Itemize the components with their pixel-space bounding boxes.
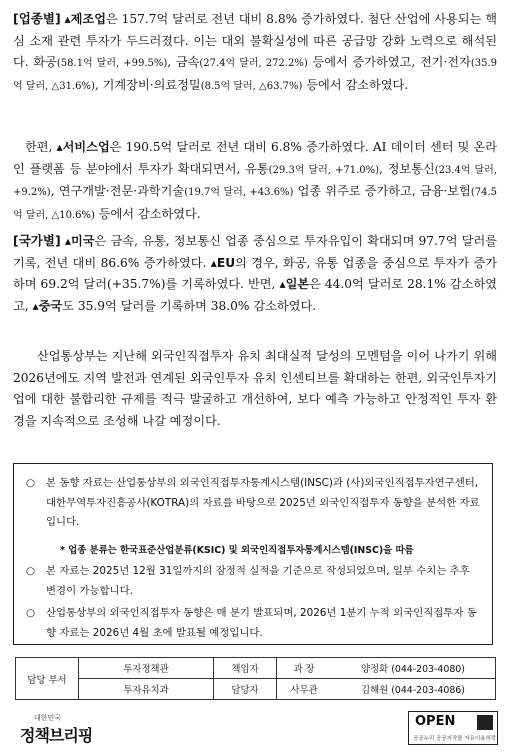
bullet-icon: ○: [26, 607, 36, 619]
staff-name: 김해원 (044-203-4086): [331, 679, 496, 700]
industry-stat: (8.5억 달러, △63.7%): [200, 80, 303, 92]
industry-text-5: 등에서 감소하였다.: [302, 77, 409, 92]
note-3-text: 산업통상부의 외국인직접투자 동향은 매 분기 발표되며, 2026년 1분기 누적 외국인직접투자 동향 자료는 2026년 4월 초에 발표될 예정입니다.: [46, 607, 477, 639]
manufacturing-label: ▴제조업: [64, 12, 106, 26]
sub-note: * 업종 분류는 한국표준산업분류(KSIC) 및 외국인직접투자통계시스템(INSC)을 따름: [60, 545, 414, 556]
industry-text-1: 은 157.7억 달러로 전년 대비 8.8% 증가하였다. 첨단 산업에 사용되는 핵심 소재 관련 투자가 두드러졌다. 이는 대외 불확실성에 따른 공급망 강화 노력으로 해석된다. 화공: [13, 12, 497, 69]
dept-2: 투자유치과: [79, 679, 214, 700]
industry-text-3: 등에서 증가하였고, 전기·전자: [307, 55, 471, 69]
service-text-1: 한편,: [25, 140, 57, 154]
us-label: ▴미국: [64, 234, 95, 248]
service-text-2: 은 190.5억 달러로 전년 대비 6.8% 증가하였다. AI 데이터 센터 및 온라인 플랫폼 등 분야에서 투자가 확대되면서, 유통: [13, 140, 498, 176]
policy-briefing-logo: [20, 711, 120, 747]
industry-paragraph: [13, 8, 497, 97]
closing-paragraph: 산업통상부는 지난해 외국인직접투자 유치 최대실적 달성의 모멘텀을 이어 나가기 위해 2026년에도 지역 발전과 연계된 외국인투자 유치 인센티브를 확대하는 한편, 외국인투자기업에 대한 불합리한 규제를 적극 발굴하고 개선하여, 보다 예측 가능하고 안정적인 투자 환경을 지속적으로 조성해 나갈 예정이다.: [13, 349, 497, 428]
dept-label: 담당 부서: [16, 658, 79, 700]
kogl-open-logo: [408, 711, 498, 745]
service-text-5: 업종 위주로 증가하고, 금융·보험: [293, 184, 471, 198]
kogl-icon: [477, 715, 493, 730]
service-text-3: , 정보통신: [379, 161, 435, 176]
service-stat: (74.5억 달러, △10.6%): [13, 187, 498, 221]
industry-stat: (27.4억 달러, 272.2%): [199, 58, 308, 69]
dept-1: 투자정책관: [79, 658, 214, 679]
table-row: [16, 658, 496, 679]
note-2: [26, 562, 482, 601]
service-stat: (19.7억 달러, +43.6%): [184, 187, 294, 198]
industry-tag: [업종별]: [13, 11, 61, 26]
service-text-4: , 연구개발·전문·과학기술: [50, 184, 185, 198]
staff-label: 담당자: [214, 679, 277, 700]
logo-big-text: 정책브리핑: [20, 726, 93, 745]
service-paragraph: [13, 137, 497, 226]
industry-stat: (35.9억 달러, △31.6%): [13, 58, 498, 92]
note-1-text: 본 동향 자료는 산업통상부의 외국인직접투자통계시스템(INSC)과 (사)외국인직접투자연구센터, 대한무역투자진흥공사(KOTRA)의 자료를 바탕으로 2025년 외국인직접투자 동향을 분석한 자료입니다.: [46, 477, 480, 528]
note-3: [26, 604, 482, 643]
country-tag: [국가별]: [13, 233, 61, 248]
industry-stat: (58.1억 달러, +99.5%): [56, 58, 168, 69]
country-text-1: 은 금속, 유통, 정보통신 업종 중심으로 투자유입이 확대되며 97.7억 달러를 기록, 전년 대비 86.6% 증가하였다.: [13, 234, 497, 270]
notes-box: [13, 463, 493, 645]
kogl-caption: 공공누리 공공저작물 자유이용허락: [413, 736, 497, 742]
service-label: ▴서비스업: [56, 140, 110, 154]
staff-title: 사무관: [277, 679, 332, 700]
service-stat: (23.4억 달러, +9.2%): [13, 164, 498, 198]
country-paragraph: [13, 230, 497, 317]
industry-text-2: , 금속: [167, 55, 200, 69]
resp-title: 과 장: [277, 658, 332, 679]
bullet-icon: ○: [26, 565, 36, 577]
contact-table: [15, 657, 496, 700]
country-text-2: 의 경우, 화공, 유통 업종을 중심으로 투자가 증가하며 69.2억 달러(+35.7%)를 기록하였다. 반면,: [13, 255, 498, 291]
resp-name: 양정화 (044-203-4080): [331, 658, 496, 679]
country-text-3: 은 44.0억 달러로 28.1% 감소하였고,: [13, 277, 497, 313]
table-row: [16, 679, 496, 700]
logo-small-text: 대한민국: [34, 714, 62, 722]
service-stat: (29.3억 달러, +71.0%): [268, 164, 380, 176]
open-text: OPEN: [415, 714, 456, 729]
resp-label: 책임자: [214, 658, 277, 679]
eu-label: ▴EU: [210, 255, 236, 270]
industry-text-4: , 기계장비·의료정밀: [94, 77, 201, 92]
japan-label: ▴일본: [279, 277, 310, 291]
note-1: [26, 474, 482, 533]
bullet-icon: ○: [26, 477, 36, 489]
china-label: ▴중국: [32, 298, 63, 313]
note-2-text: 본 자료는 2025년 12월 31일까지의 잠정적 실적을 기준으로 작성되었으며, 일부 수치는 추후 변경이 가능합니다.: [46, 565, 470, 597]
country-text-4: 도 35.9억 달러를 기록하며 38.0% 감소하였다.: [62, 298, 317, 313]
service-text-6: 등에서 감소하였다.: [94, 206, 201, 221]
